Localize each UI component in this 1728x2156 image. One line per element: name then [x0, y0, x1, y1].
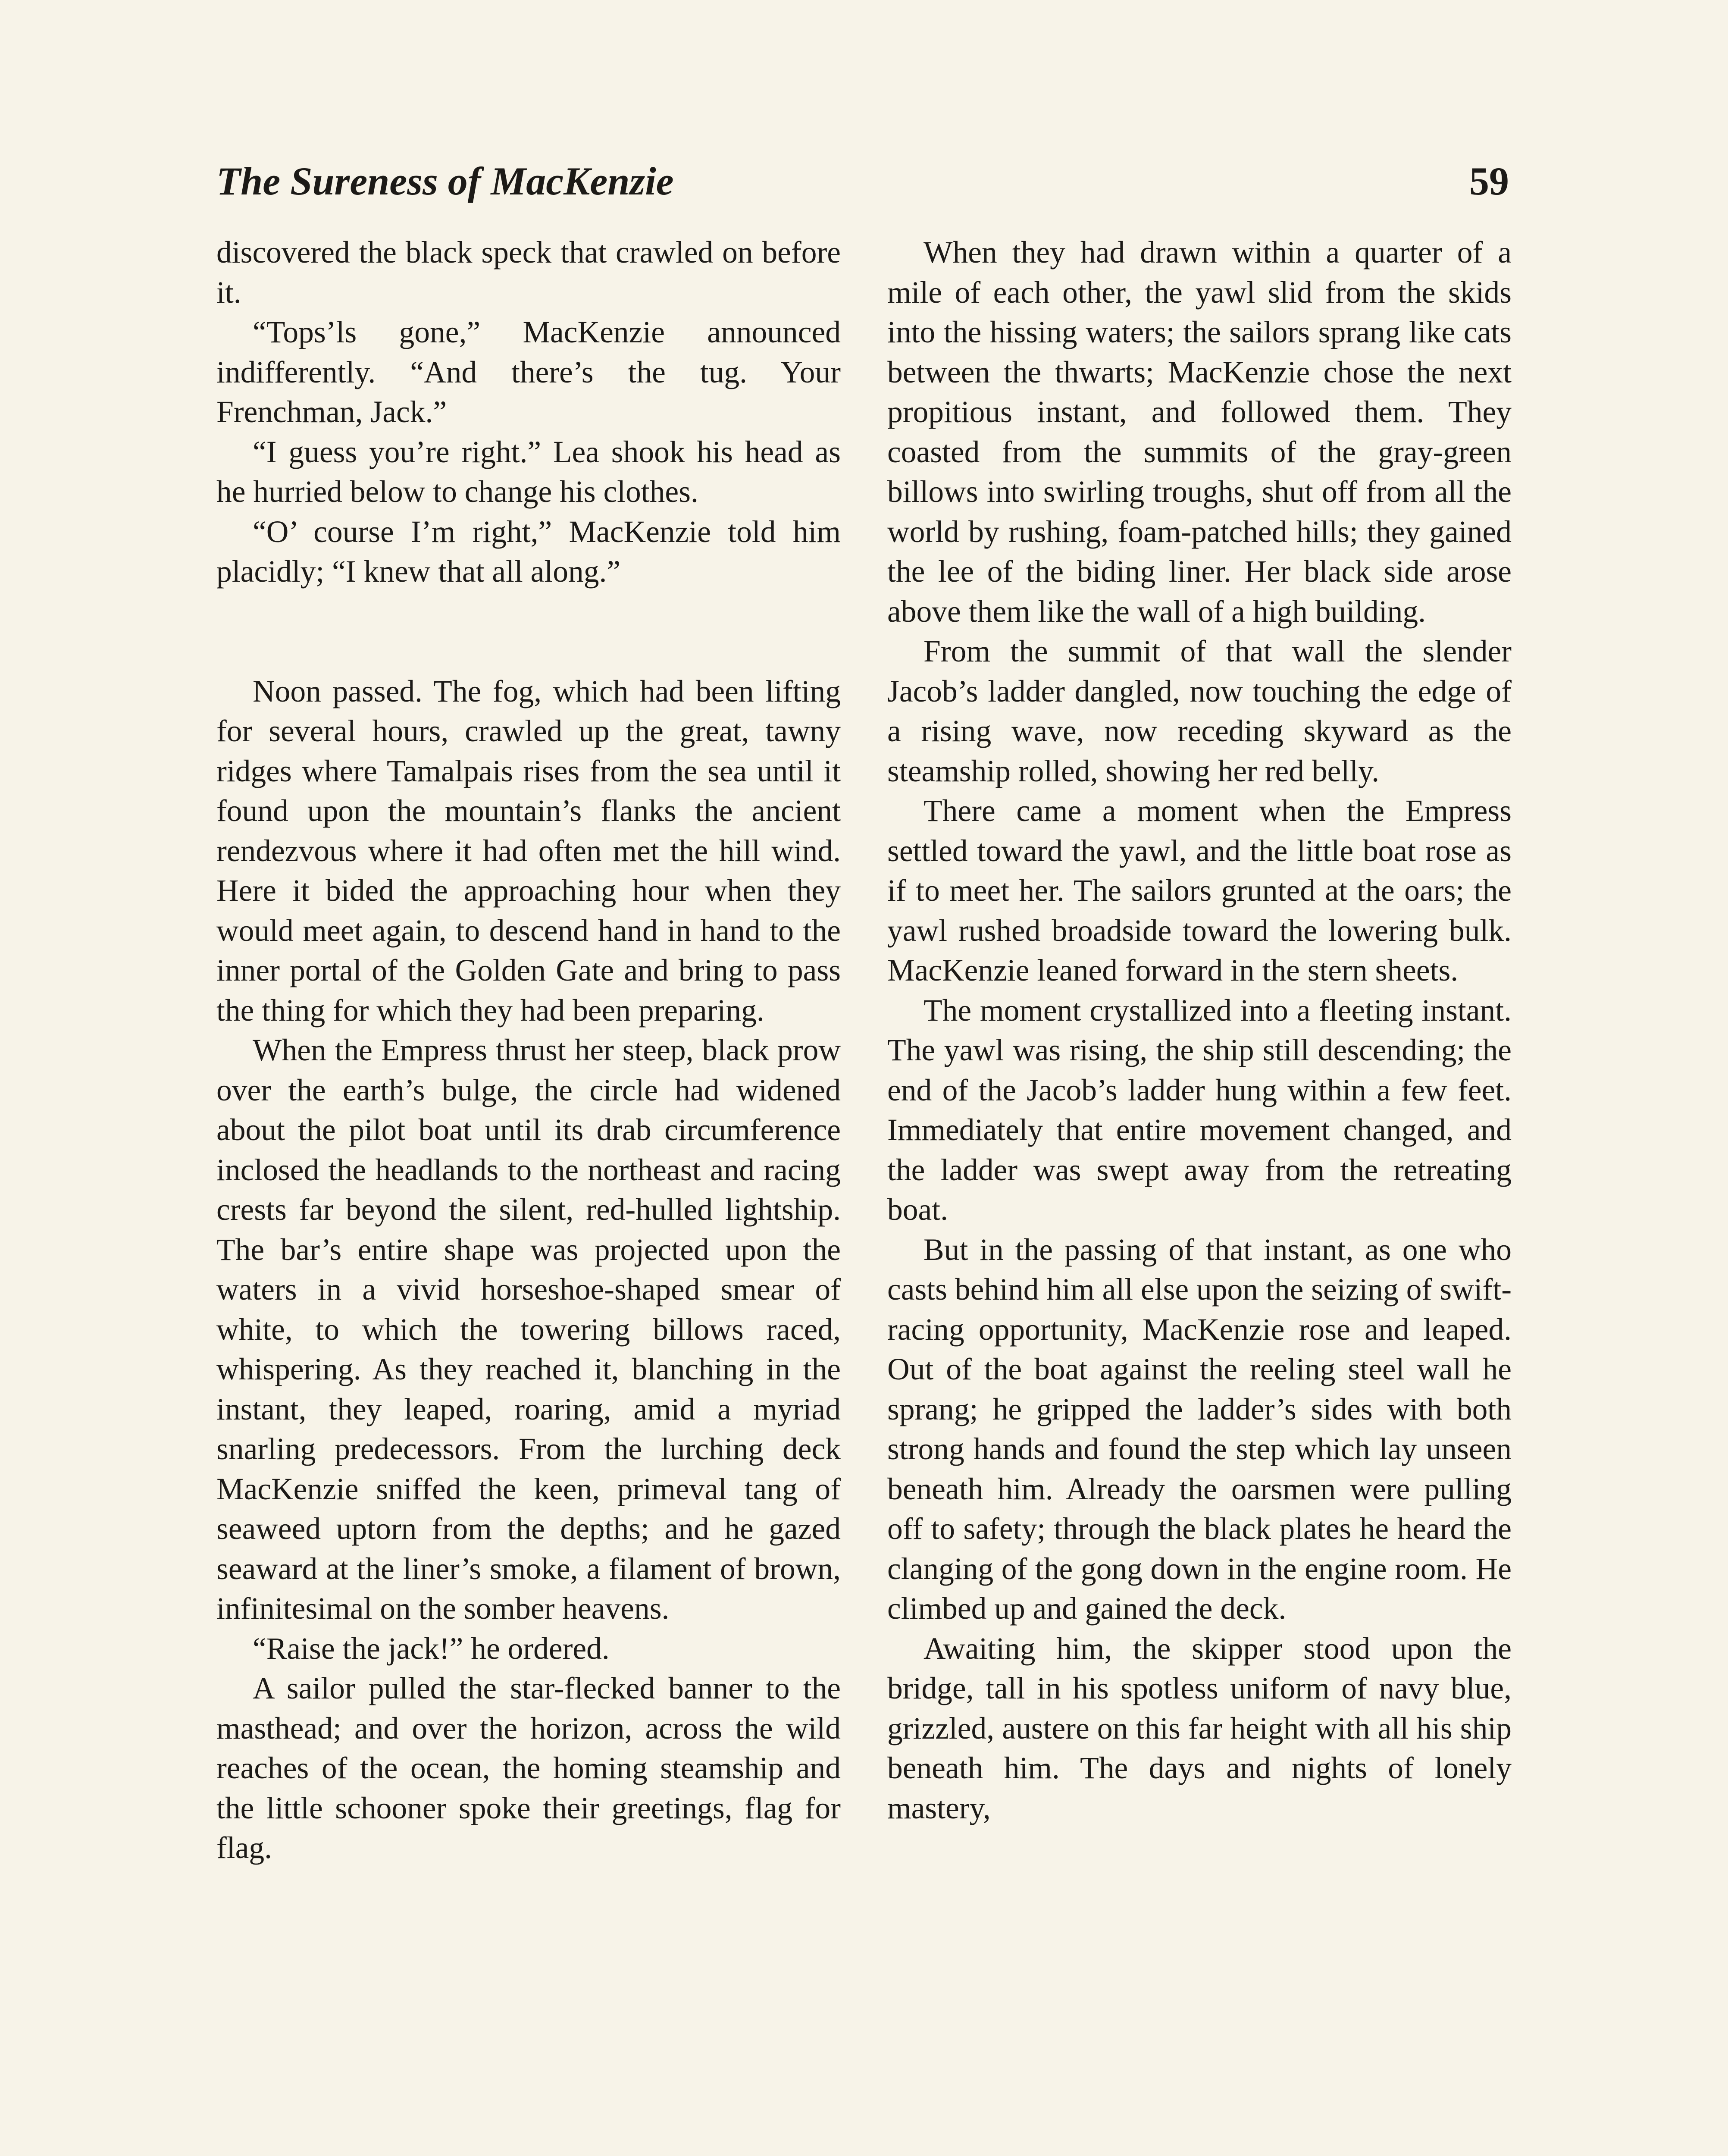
paragraph: When they had drawn within a quarter of a mile of each other, the yawl slid from the skids into the hissing waters; the sailors sprang like cats between the thwarts; MacKenzie chose the next propitious instant, and followed them. They coasted from the summits of the gray-green billows into swirling troughs, shut off from all the world by rushing, foam-patched hills; they gained the lee of the biding liner. Her black side arose above them like the wall of a high building. [887, 235, 1512, 629]
paragraph: Awaiting him, the skipper stood upon the bridge, tall in his spotless uniform of navy blue, grizzled, austere on this far height with all his ship beneath him. The days and nights of lonely mastery, [887, 1631, 1512, 1825]
paragraph: “Raise the jack!” he ordered. [253, 1631, 610, 1666]
right-column [887, 233, 1512, 1828]
paragraph: “I guess you’re right.” Lea shook his head as he hurried below to change his clothes. [216, 435, 841, 509]
paragraph: The moment crystallized into a fleeting instant. The yawl was rising, the ship still descending; the end of the Jacob’s ladder hung within a few feet. Immediately that entire movement changed, and the ladder was swept away from the retreating boat. [887, 993, 1512, 1227]
paragraph: Noon passed. The fog, which had been lifting for several hours, crawled up the great, tawny ridges where Tamalpais rises from the sea until it found upon the mountain’s flanks the ancient rendezvous where it had often met the hill wind. Here it bided the approaching hour when they would meet again, to descend hand in hand to the inner portal of the Golden Gate and bring to pass the thing for which they had been preparing. [216, 674, 841, 1028]
paragraph: A sailor pulled the star-flecked banner to the masthead; and over the horizon, across the wild reaches of the ocean, the homing steamship and the little schooner spoke their greetings, flag for flag. [216, 1671, 841, 1865]
paragraph: discovered the black speck that crawled on before it. [216, 235, 841, 310]
paragraph: From the summit of that wall the slender Jacob’s ladder dangled, now touching the edge of a rising wave, now receding skyward as the steamship rolled, showing her red belly. [887, 634, 1512, 788]
paragraph: “Tops’ls gone,” MacKenzie announced indifferently. “And there’s the tug. Your Frenchman, Jack.” [216, 315, 841, 429]
page-number: 59 [1469, 159, 1509, 203]
paragraph: But in the passing of that instant, as one who casts behind him all else upon the seizing of swift-racing opportunity, MacKenzie rose and leaped. Out of the boat against the reeling steel wall he sprang; he gripped the ladder’s sides with both strong hands and found the step which lay unseen beneath him. Already the oarsmen were pulling off to safety; through the black plates he heard the clanging of the gong down in the engine room. He climbed up and gained the deck. [887, 1232, 1512, 1626]
paragraph: When the Empress thrust her steep, black prow over the earth’s bulge, the circle had widened about the pilot boat until its drab circumference inclosed the headlands to the northeast and racing crests far beyond the silent, red-hulled lightship. The bar’s entire shape was projected upon the waters in a vivid horseshoe-shaped smear of white, to which the towering billows raced, whispering. As they reached it, blanching in the instant, they leaped, roaring, amid a myriad snarling predecessors. From the lurching deck MacKenzie sniffed the keen, primeval tang of seaweed uptorn from the depths; and he gazed seaward at the liner’s smoke, a filament of brown, infinitesimal on the somber heavens. [216, 1033, 841, 1626]
page-header [216, 151, 1509, 211]
paragraph: There came a moment when the Empress settled toward the yawl, and the little boat rose as if to meet her. The sailors grunted at the oars; the yawl rushed broadside toward the lowering bulk. MacKenzie leaned forward in the stern sheets. [887, 794, 1512, 987]
running-title: The Sureness of MacKenzie [216, 159, 674, 203]
paragraph: “O’ course I’m right,” MacKenzie told him placidly; “I knew that all along.” [216, 514, 841, 589]
left-column [216, 233, 841, 1868]
